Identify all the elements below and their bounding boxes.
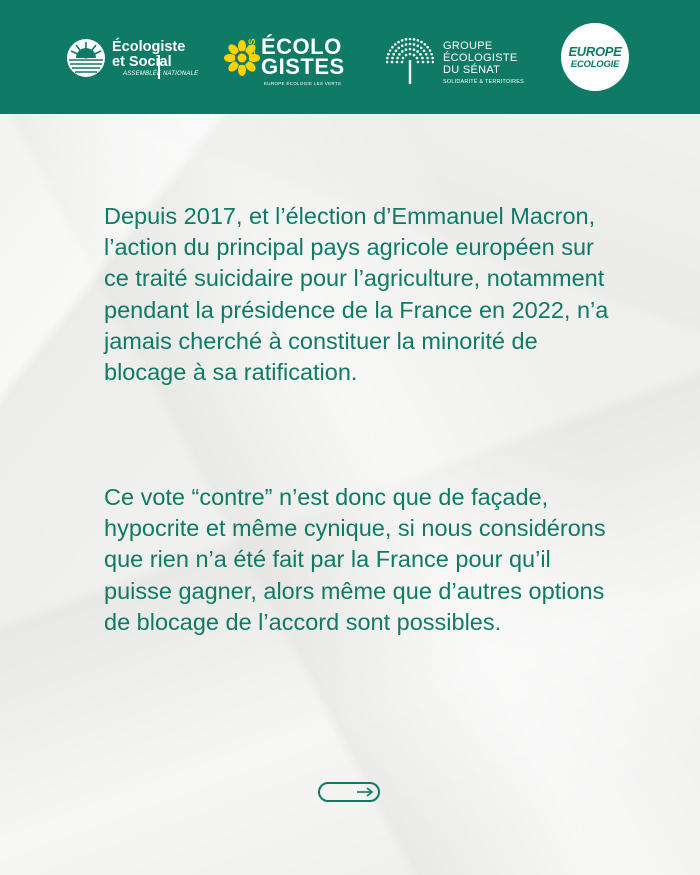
next-slide-button[interactable] bbox=[318, 782, 380, 802]
logo-3-line-4: SOLIDARITÉ & TERRITOIRES bbox=[443, 79, 525, 85]
logo-1-line-2: et Social bbox=[112, 54, 172, 70]
sunrise-icon bbox=[66, 38, 106, 78]
logo-4-line-1: EUROPE bbox=[568, 44, 622, 59]
paragraph-1-text: Depuis 2017, et l’élection d’Emmanuel Macron, l’action du principal pays agricole européen sur ce traité suicidaire pour l’agriculture, notamment pendant la présidence de la France en 2022, n’a jamais cherché à constituer la minorité de blocage à sa ratification. bbox=[104, 203, 609, 386]
logo-2-subtitle: EUROPE ÉCOLOGIE LES VERTS bbox=[264, 81, 342, 86]
logo-4-line-2: ECOLOGIE bbox=[570, 59, 620, 70]
logo-3-line-3: DU SÉNAT bbox=[443, 64, 501, 76]
logo-2-line-2: GISTES bbox=[261, 54, 345, 79]
logo-2-line-1: ÉCOLO bbox=[261, 34, 342, 59]
logo-2-prefix: LES bbox=[247, 38, 257, 56]
logo-groupe-ecologiste-senat bbox=[386, 38, 526, 88]
logo-ecologiste-et-social bbox=[66, 37, 198, 81]
hemicycle-icon bbox=[386, 38, 434, 86]
logo-1-line-1: Écologiste bbox=[112, 39, 186, 55]
logo-europe-ecologie bbox=[561, 23, 629, 91]
logo-3-line-1: GROUPE bbox=[443, 40, 493, 52]
logo-3-line-2: ÉCOLOGISTE bbox=[443, 52, 518, 64]
header-banner bbox=[0, 0, 700, 114]
logo-1-line-3: ASSEMBLÉE NATIONALE bbox=[123, 71, 199, 77]
logo-les-ecologistes bbox=[224, 36, 348, 86]
paragraph-2-text: Ce vote “contre” n’est donc que de façade, hypocrite et même cynique, si nous considérons que rien n’a été fait par la France pour qu’il puisse gagner, alors même que d’autres options de blocage de l’accord sont possibles. bbox=[104, 484, 606, 635]
paragraph-2 bbox=[104, 482, 624, 638]
paragraph-1 bbox=[104, 201, 624, 388]
arrow-right-icon bbox=[356, 787, 374, 797]
